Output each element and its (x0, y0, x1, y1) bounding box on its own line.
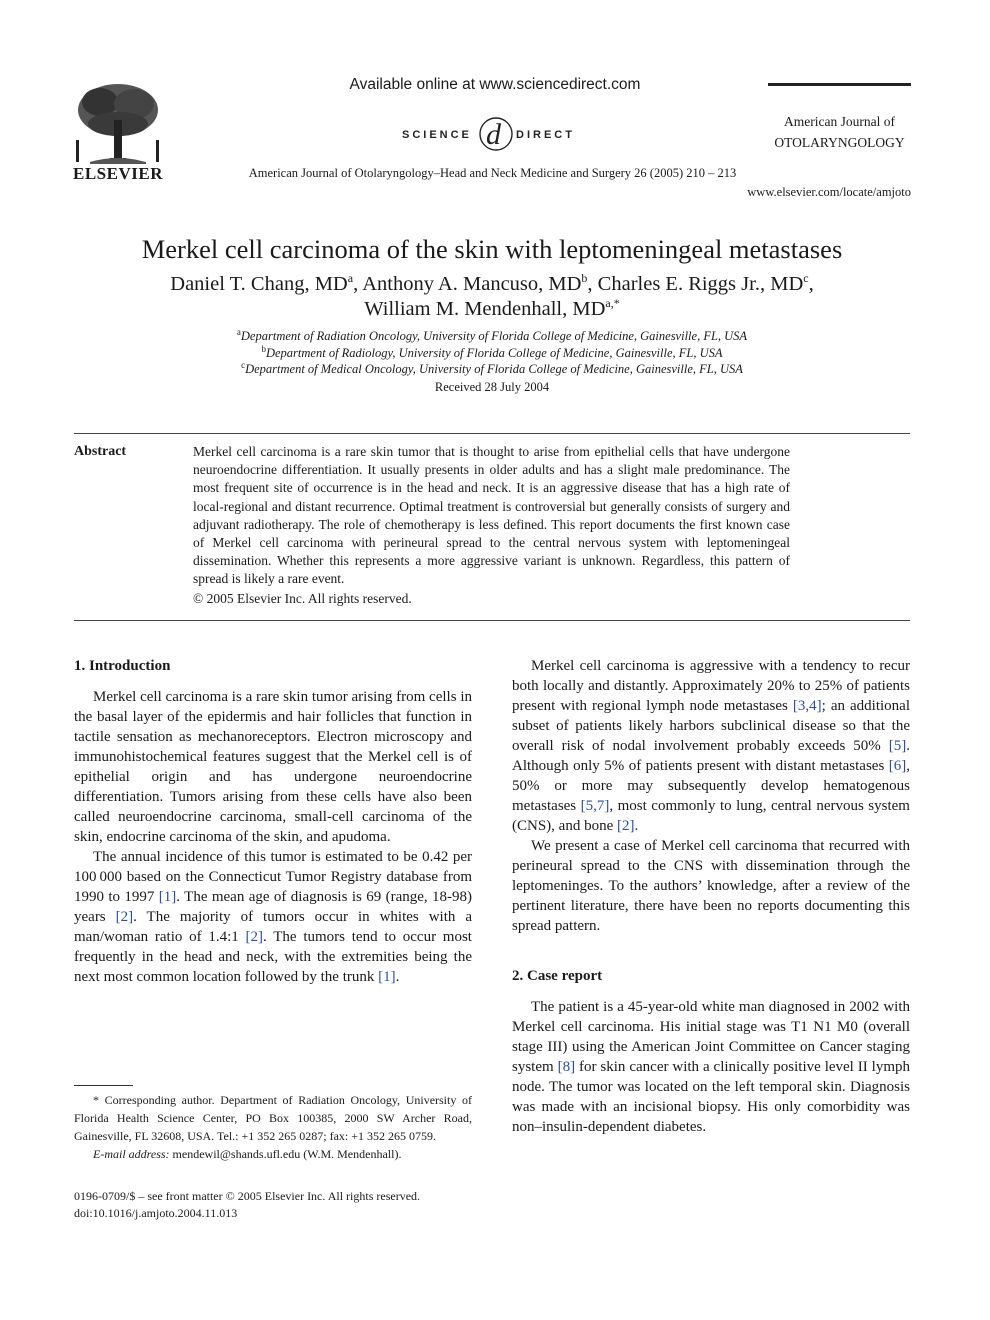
affiliation-mark: a (236, 327, 241, 337)
journal-banner-rule (768, 83, 911, 86)
text-run: The annual incidence of this tumor is estimated to be 0.42 per 100 000 based on the Connecticut Tumor Registry database from 1990 to 1997 (74, 849, 472, 905)
available-online-notice: Available online at www.sciencedirect.com (349, 76, 641, 93)
sd-logo-science-text: SCIENCE (402, 129, 472, 141)
journal-name (768, 111, 911, 153)
publisher-wordmark: ELSEVIER (73, 164, 163, 183)
affiliation-mark: b (261, 343, 266, 354)
citation-link[interactable]: [8] (557, 1059, 576, 1075)
affiliation-mark: c (241, 360, 246, 370)
author-separator: , (353, 273, 363, 295)
journal-url[interactable]: www.elsevier.com/locate/amjoto (747, 185, 911, 199)
author-list (74, 272, 910, 322)
text-run: . The mean age of diagnosis is 69 (range, 18-98) years (74, 889, 472, 925)
received-date: Received 28 July 2004 (434, 380, 550, 394)
affiliation-text: Department of Medical Oncology, University of Florida College of Medicine, Gainesville, FL, USA (245, 362, 743, 376)
section-heading-case-report: 2. Case report (512, 968, 603, 984)
text-run: Merkel cell carcinoma is aggressive with a tendency to recur both locally and distantly. Approximately 20% to 25% of patients present with regional lymph node metastases (512, 658, 910, 714)
right-column (512, 656, 910, 1137)
author-name: William M. Mendenhall, MD (364, 298, 606, 320)
citation-link[interactable]: [5] (888, 738, 907, 754)
text-run: . Although only 5% of patients present with distant metastases (512, 738, 910, 774)
citation-link[interactable]: [6] (888, 758, 907, 774)
affiliation-text: Department of Radiation Oncology, University of Florida College of Medicine, Gainesville, FL, USA (240, 329, 748, 343)
author-affiliation-mark: c (803, 271, 809, 285)
text-run: . (634, 818, 639, 834)
affiliation-item (74, 328, 910, 345)
author-affiliation-mark: a (347, 271, 354, 285)
citation-link[interactable]: [2] (245, 929, 264, 945)
footnote (74, 1091, 472, 1163)
author-name: Daniel T. Chang, MD (170, 273, 348, 295)
citation-link[interactable]: [2] (617, 818, 635, 834)
corresponding-author-note: * Corresponding author. Department of Radiation Oncology, University of Florida Health Science Center, PO Box 100385, 2000 SW Archer Road, Gainesville, FL 32608, USA. Tel.: +1 352 265 0287; fax: +1 352 265 0759. (74, 1093, 472, 1143)
affiliation-item (74, 345, 910, 362)
sd-logo-d-mark: d (486, 118, 501, 151)
citation-link[interactable]: [2] (115, 909, 134, 925)
text-run: , 50% or more may subsequently develop hematogenous metastases (512, 758, 910, 814)
paragraph (74, 847, 472, 987)
sciencedirect-logo (400, 112, 590, 156)
section-heading-introduction: 1. Introduction (74, 658, 171, 674)
paragraph (512, 656, 910, 836)
text-run: , most commonly to lung, central nervous system (CNS), and bone (512, 798, 910, 834)
footnote-rule (74, 1085, 133, 1086)
left-column (74, 656, 472, 987)
text-run: for skin cancer with a clinically positive level II lymph node. The tumor was located on the left temporal skin. Diagnosis was made with an incisional biopsy. His only comorbidity was non–insulin-dependent diabetes. (512, 1059, 910, 1135)
journal-name-line2: OTOLARYNGOLOGY (774, 135, 905, 150)
abstract-bottom-rule (74, 620, 910, 621)
text-run: ; an additional subset of patients likely harbors subclinical disease so that the overall risk of nodal involvement probably exceeds 50% (512, 698, 910, 754)
paragraph (512, 997, 910, 1137)
journal-citation: American Journal of Otolaryngology–Head and Neck Medicine and Surgery 26 (2005) 210 – 213 (248, 166, 737, 180)
citation-link[interactable]: [1] (378, 969, 396, 985)
email-label: E-mail address: (93, 1147, 170, 1161)
citation-link[interactable]: [1] (158, 889, 177, 905)
citation-link[interactable]: [3,4] (792, 698, 822, 714)
text-run: The patient is a 45-year-old white man diagnosed in 2002 with Merkel cell carcinoma. His initial stage was T1 N1 M0 (overall stage III) using the American Joint Committee on Cancer staging system (512, 999, 910, 1075)
paragraph: Merkel cell carcinoma is a rare skin tumor arising from cells in the basal layer of the epidermis and hair follicles that function in tactile sensation as mechanoreceptors. Electron microscopy and immunohistochemical features suggest that the Merkel cell is of epithelial origin and has undergone neuroendocrine differentiation. Tumors arising from these cells have also been called neuroendocrine carcinoma, small-cell carcinoma of the skin, endocrine carcinoma of the skin, and apudoma. (74, 689, 472, 845)
front-matter-line: 0196-0709/$ – see front matter © 2005 Elsevier Inc. All rights reserved. (74, 1189, 421, 1203)
journal-name-line1: American Journal of (784, 114, 895, 129)
front-matter (74, 1188, 494, 1222)
abstract-copyright: © 2005 Elsevier Inc. All rights reserved. (193, 591, 412, 606)
author-affiliation-mark: a,* (605, 296, 620, 310)
author-separator: , (587, 273, 598, 295)
email-address[interactable]: mendewil@shands.ufl.edu (W.M. Mendenhall). (169, 1147, 402, 1161)
affiliation-list (74, 328, 910, 378)
text-run: . The tumors tend to occur most frequently in the head and neck, with the extremities being the next most common location followed by the trunk (74, 929, 472, 985)
text-run: . The majority of tumors occur in whites with a man/woman ratio of 1.4:1 (74, 909, 472, 945)
affiliation-item (74, 361, 910, 378)
abstract-heading: Abstract (74, 444, 127, 459)
article-title: Merkel cell carcinoma of the skin with leptomeningeal metastases (141, 234, 843, 264)
paragraph: We present a case of Merkel cell carcinoma that recurred with perineural spread to the CNS with dissemination through the leptomeninges. To the authors’ knowledge, after a review of the pertinent literature, there have been no reports documenting this spread pattern. (512, 838, 910, 934)
author-affiliation-mark: b (581, 271, 588, 285)
abstract-top-rule (74, 433, 910, 434)
affiliation-text: Department of Radiology, University of Florida College of Medicine, Gainesville, FL, USA (265, 345, 723, 360)
author-separator: , (808, 273, 814, 295)
sd-logo-direct-text: DIRECT (516, 129, 575, 141)
author-name: Anthony A. Mancuso, MD (362, 273, 582, 295)
citation-link[interactable]: [5,7] (580, 798, 610, 814)
email-note (74, 1145, 472, 1163)
author-name: Charles E. Riggs Jr., MD (597, 273, 804, 295)
abstract-body: Merkel cell carcinoma is a rare skin tumor that is thought to arise from epithelial cells that have undergone neuroendocrine differentiation. It usually presents in older adults and has a slight male predominance. The most frequent site of occurrence is in the head and neck. It is an aggressive disease that has a high rate of local-regional and distant recurrence. Optimal treatment is controversial but generally consists of surgery and adjuvant radiotherapy. The role of chemotherapy is less defined. This report documents the first known case of Merkel cell carcinoma with perineural spread to the central nervous system with leptomeningeal dissemination. Whether this represents a more aggressive variant is unknown. Regardless, this pattern of spread is likely a rare event. (193, 444, 790, 587)
text-run: . (395, 969, 400, 985)
doi[interactable]: doi:10.1016/j.amjoto.2004.11.013 (74, 1206, 238, 1220)
